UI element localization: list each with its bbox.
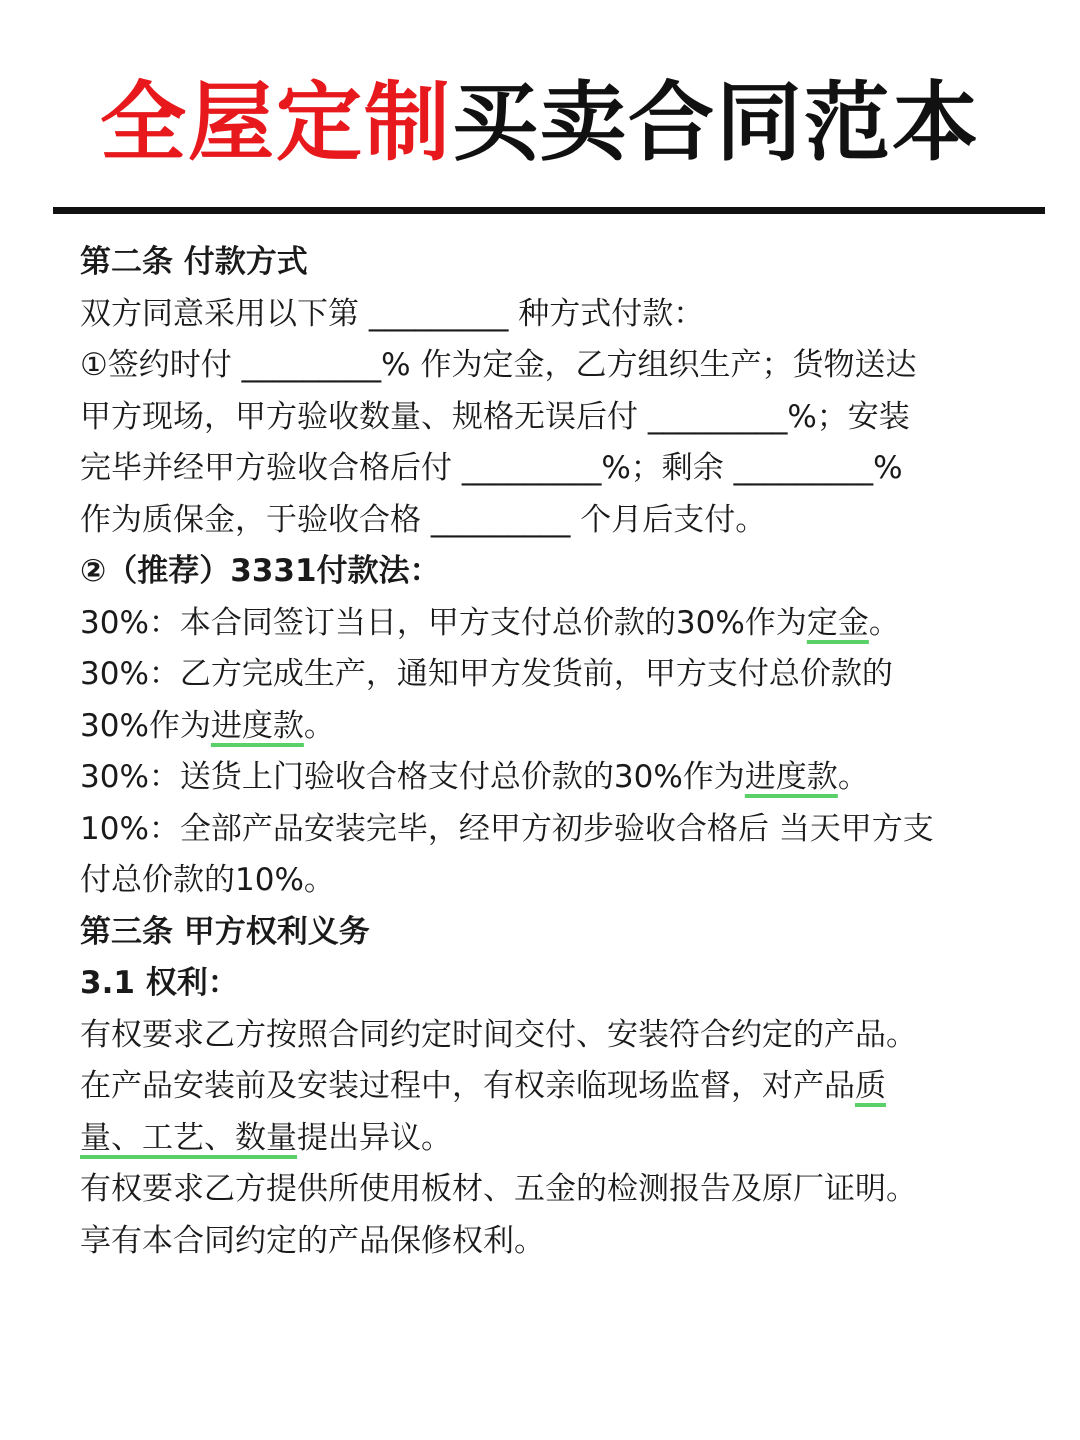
- title-black-part: 买卖合同范本: [452, 73, 980, 173]
- option-2-heading: ②（推荐）3331付款法：: [80, 553, 441, 589]
- highlight-quality-start: 质: [855, 1068, 886, 1104]
- title-red-part: 全屋定制: [100, 73, 452, 173]
- article-2-heading: 第二条 付款方式: [80, 244, 308, 280]
- highlight-quality-craft-quantity: 量、工艺、数量: [80, 1119, 297, 1156]
- right-3: 有权要求乙方提供所使用板材、五金的检测报告及原厂证明。: [80, 1171, 917, 1207]
- article-2-intro: 双方同意采用以下第 _________ 种方式付款：: [80, 295, 705, 332]
- payment-step-2-end: 。: [303, 707, 335, 744]
- option-1-line-4: 作为质保金，于验收合格 _________ 个月后支付。: [80, 501, 767, 538]
- option-1-line-2: 甲方现场，甲方验收数量、规格无误后付 _________%；安装: [80, 398, 910, 435]
- right-4: 享有本合同约定的产品保修权利。: [80, 1222, 545, 1259]
- right-2-line-2: [80, 1113, 1020, 1165]
- right-2-end: 提出异议。: [297, 1119, 452, 1156]
- payment-step-4-line-1: 10%：全部产品安装完毕，经甲方初步验收合格后 当天甲方支: [80, 810, 934, 847]
- highlight-deposit: 定金: [806, 604, 869, 641]
- right-1: 有权要求乙方按照合同约定时间交付、安装符合约定的产品。: [80, 1016, 917, 1053]
- page-title: [0, 68, 1080, 178]
- payment-step-2-text: 30%作为: [80, 707, 211, 744]
- payment-step-3: [80, 752, 1020, 804]
- highlight-progress-payment: 进度款: [210, 707, 304, 744]
- contract-body: [80, 237, 1020, 1267]
- payment-step-3-text: 30%：送货上门验收合格支付总价款的30%作为: [80, 759, 745, 795]
- payment-step-1-end: 。: [868, 604, 900, 641]
- article-3-1-heading: 3.1 权利：: [80, 965, 239, 1001]
- payment-step-2-line-1: 30%：乙方完成生产，通知甲方发货前，甲方支付总价款的: [80, 656, 893, 692]
- article-3-heading: 第三条 甲方权利义务: [80, 913, 370, 950]
- payment-step-2-line-2: [80, 701, 1020, 753]
- right-2-text: 在产品安装前及安装过程中，有权亲临现场监督，对产品: [80, 1068, 855, 1104]
- payment-step-1: [80, 598, 1020, 650]
- option-1-line-1: ①签约时付 _________% 作为定金，乙方组织生产；货物送达: [80, 347, 917, 383]
- right-2-line-1: [80, 1061, 1020, 1113]
- payment-step-4-line-2: 付总价款的10%。: [80, 862, 335, 898]
- payment-step-1-text: 30%：本合同签订当日，甲方支付总价款的30%作为: [80, 604, 807, 641]
- option-1-line-3: 完毕并经甲方验收合格后付 _________%；剩余 _________%: [80, 450, 903, 486]
- highlight-progress-payment-2: 进度款: [744, 759, 838, 795]
- payment-step-3-end: 。: [837, 759, 869, 795]
- title-divider: [53, 207, 1045, 214]
